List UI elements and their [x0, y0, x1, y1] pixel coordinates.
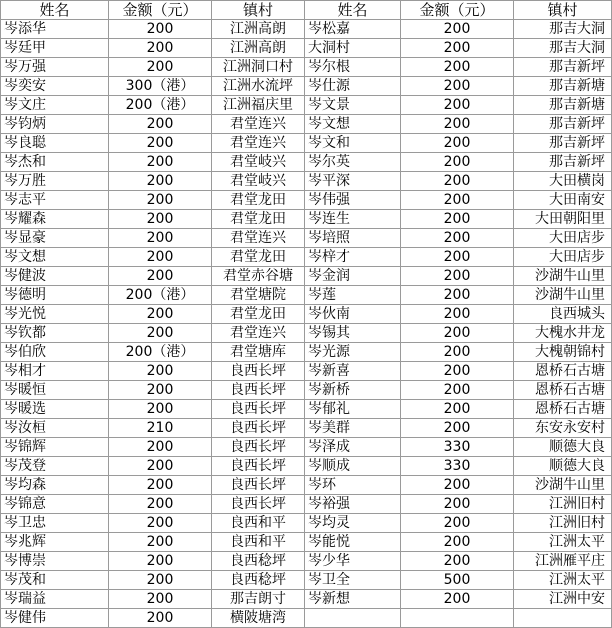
cell-name-2: 岑少华 [305, 552, 401, 571]
cell-amount-1: 200 [109, 229, 212, 248]
cell-name-1: 岑耀森 [1, 210, 109, 229]
cell-amount-1: 200 [109, 476, 212, 495]
header-village-2: 镇村 [514, 1, 612, 20]
cell-village-2: 江洲中安 [514, 590, 612, 609]
cell-amount-1: 200 [109, 58, 212, 77]
cell-amount-2: 200 [401, 20, 514, 39]
cell-name-1: 岑杰和 [1, 153, 109, 172]
cell-amount-2: 200 [401, 267, 514, 286]
cell-village-2: 大田店步 [514, 248, 612, 267]
cell-village-2: 大田朝阳里 [514, 210, 612, 229]
cell-village-2: 那吉新坪 [514, 115, 612, 134]
cell-name-1: 岑添华 [1, 20, 109, 39]
table-row [1, 96, 612, 115]
cell-village-1: 良西长坪 [212, 457, 305, 476]
cell-amount-1: 200 [109, 115, 212, 134]
cell-village-1: 江洲水流坪 [212, 77, 305, 96]
cell-name-1: 岑茂登 [1, 457, 109, 476]
cell-village-1: 良西和平 [212, 533, 305, 552]
cell-village-2: 大田店步 [514, 229, 612, 248]
cell-village-1: 横陂塘湾 [212, 609, 305, 628]
cell-name-1: 岑卫忠 [1, 514, 109, 533]
table-row [1, 77, 612, 96]
cell-name-1: 岑志平 [1, 191, 109, 210]
cell-amount-1: 200 [109, 552, 212, 571]
cell-village-1: 那吉朗寸 [212, 590, 305, 609]
cell-amount-2: 200 [401, 381, 514, 400]
table-row [1, 115, 612, 134]
cell-village-2: 那吉新坪 [514, 134, 612, 153]
cell-village-2: 顺德大良 [514, 457, 612, 476]
cell-amount-2: 200 [401, 58, 514, 77]
cell-name-1: 岑瑞益 [1, 590, 109, 609]
cell-village-1: 江洲洞口村 [212, 58, 305, 77]
cell-amount-1: 200（港） [109, 286, 212, 305]
cell-amount-1: 200 [109, 20, 212, 39]
cell-village-1: 良西和平 [212, 514, 305, 533]
table-row [1, 134, 612, 153]
cell-village-1: 君堂连兴 [212, 134, 305, 153]
cell-name-1: 岑钧炳 [1, 115, 109, 134]
table-row [1, 191, 612, 210]
table-row [1, 286, 612, 305]
cell-village-1: 君堂岐兴 [212, 153, 305, 172]
cell-village-1: 江洲福庆里 [212, 96, 305, 115]
table-row [1, 438, 612, 457]
cell-amount-2: 200 [401, 400, 514, 419]
cell-village-1: 君堂塘库 [212, 343, 305, 362]
cell-name-2: 岑金润 [305, 267, 401, 286]
cell-amount-1: 200 [109, 381, 212, 400]
cell-village-1: 江洲高朗 [212, 20, 305, 39]
cell-village-2: 江洲旧村 [514, 495, 612, 514]
table-row [1, 590, 612, 609]
cell-village-2: 江洲太平 [514, 533, 612, 552]
table-row [1, 172, 612, 191]
cell-village-1: 江洲高朗 [212, 39, 305, 58]
cell-amount-2: 200 [401, 191, 514, 210]
cell-village-2: 那吉新坪 [514, 153, 612, 172]
table-row [1, 609, 612, 628]
cell-name-2: 岑松嘉 [305, 20, 401, 39]
cell-village-1: 君堂龙田 [212, 191, 305, 210]
cell-village-2: 顺德大良 [514, 438, 612, 457]
cell-amount-1: 200（港） [109, 96, 212, 115]
cell-village-2: 江洲太平 [514, 571, 612, 590]
table-row [1, 58, 612, 77]
cell-amount-1: 210 [109, 419, 212, 438]
cell-name-1: 岑文想 [1, 248, 109, 267]
cell-village-2: 恩桥石古塘 [514, 381, 612, 400]
cell-amount-1: 200 [109, 191, 212, 210]
cell-name-1: 岑锦辉 [1, 438, 109, 457]
cell-name-1: 岑兆辉 [1, 533, 109, 552]
cell-name-2: 岑新想 [305, 590, 401, 609]
cell-village-2: 江洲雁平庄 [514, 552, 612, 571]
cell-amount-2: 200 [401, 286, 514, 305]
header-amount-1: 金额（元） [109, 1, 212, 20]
cell-name-2: 岑文景 [305, 96, 401, 115]
cell-amount-1: 200 [109, 571, 212, 590]
cell-name-2: 岑梓才 [305, 248, 401, 267]
cell-name-1: 岑钦都 [1, 324, 109, 343]
cell-village-2: 大田南安 [514, 191, 612, 210]
cell-amount-2: 200 [401, 77, 514, 96]
cell-village-1: 良西长坪 [212, 438, 305, 457]
cell-village-2: 那吉新塘 [514, 96, 612, 115]
cell-amount-1: 200 [109, 248, 212, 267]
cell-village-2: 那吉新塘 [514, 77, 612, 96]
cell-name-2: 岑连生 [305, 210, 401, 229]
cell-name-2: 岑莲 [305, 286, 401, 305]
cell-village-2: 江洲旧村 [514, 514, 612, 533]
cell-village-1: 良西长坪 [212, 419, 305, 438]
table-row [1, 514, 612, 533]
table-row [1, 495, 612, 514]
cell-village-1: 君堂塘院 [212, 286, 305, 305]
table-row [1, 210, 612, 229]
table-row [1, 419, 612, 438]
cell-amount-1: 200 [109, 438, 212, 457]
header-row [1, 1, 612, 20]
cell-name-2: 岑环 [305, 476, 401, 495]
cell-name-2: 岑尔英 [305, 153, 401, 172]
cell-village-2: 良西城头 [514, 305, 612, 324]
cell-village-1: 君堂龙田 [212, 305, 305, 324]
cell-name-2: 岑仕源 [305, 77, 401, 96]
cell-name-2: 岑培照 [305, 229, 401, 248]
cell-name-1: 岑暖恒 [1, 381, 109, 400]
cell-village-2 [514, 609, 612, 628]
cell-name-1: 岑光悦 [1, 305, 109, 324]
cell-name-1: 岑廷甲 [1, 39, 109, 58]
cell-amount-1: 200 [109, 134, 212, 153]
cell-name-1: 岑健伟 [1, 609, 109, 628]
cell-amount-2: 200 [401, 476, 514, 495]
cell-name-1: 岑万强 [1, 58, 109, 77]
cell-village-1: 君堂龙田 [212, 248, 305, 267]
cell-village-2: 那吉新坪 [514, 58, 612, 77]
table-row [1, 248, 612, 267]
cell-amount-2: 200 [401, 590, 514, 609]
cell-amount-2: 500 [401, 571, 514, 590]
cell-amount-1: 200 [109, 533, 212, 552]
cell-village-2: 恩桥石古塘 [514, 400, 612, 419]
cell-village-1: 君堂连兴 [212, 324, 305, 343]
table-row [1, 457, 612, 476]
header-name-2: 姓名 [305, 1, 401, 20]
cell-village-2: 沙湖牛山里 [514, 476, 612, 495]
cell-name-1: 岑德明 [1, 286, 109, 305]
cell-name-2: 岑文和 [305, 134, 401, 153]
cell-name-2 [305, 609, 401, 628]
cell-village-1: 君堂连兴 [212, 115, 305, 134]
cell-amount-1: 200 [109, 210, 212, 229]
table-row [1, 381, 612, 400]
cell-village-2: 沙湖牛山里 [514, 267, 612, 286]
header-name-1: 姓名 [1, 1, 109, 20]
cell-name-2: 岑新桥 [305, 381, 401, 400]
cell-name-1: 岑汝桓 [1, 419, 109, 438]
cell-village-2: 东安永安村 [514, 419, 612, 438]
cell-village-2: 那吉大洞 [514, 20, 612, 39]
cell-village-1: 良西稔坪 [212, 571, 305, 590]
cell-village-1: 良西长坪 [212, 476, 305, 495]
cell-amount-2: 200 [401, 552, 514, 571]
cell-amount-2: 200 [401, 172, 514, 191]
cell-village-1: 君堂龙田 [212, 210, 305, 229]
cell-village-2: 那吉大洞 [514, 39, 612, 58]
cell-name-2: 岑卫全 [305, 571, 401, 590]
cell-name-2: 岑伙南 [305, 305, 401, 324]
cell-name-1: 岑奕安 [1, 77, 109, 96]
cell-amount-2: 200 [401, 39, 514, 58]
cell-village-1: 良西长坪 [212, 381, 305, 400]
cell-amount-2: 200 [401, 495, 514, 514]
cell-name-1: 岑博崇 [1, 552, 109, 571]
table-row [1, 229, 612, 248]
cell-amount-1: 200 [109, 172, 212, 191]
cell-name-1: 岑健波 [1, 267, 109, 286]
cell-amount-2: 200 [401, 210, 514, 229]
table-row [1, 267, 612, 286]
cell-amount-1: 200 [109, 495, 212, 514]
cell-amount-1: 200 [109, 514, 212, 533]
table-row [1, 362, 612, 381]
table-row [1, 552, 612, 571]
cell-name-1: 岑锦意 [1, 495, 109, 514]
cell-village-2: 大槐朝锦村 [514, 343, 612, 362]
cell-name-2: 岑尔根 [305, 58, 401, 77]
cell-name-2: 岑新喜 [305, 362, 401, 381]
cell-name-2: 岑美群 [305, 419, 401, 438]
cell-amount-2: 200 [401, 229, 514, 248]
cell-amount-1: 200 [109, 457, 212, 476]
cell-village-1: 良西长坪 [212, 495, 305, 514]
cell-amount-1: 200 [109, 153, 212, 172]
cell-name-1: 岑均森 [1, 476, 109, 495]
cell-amount-1: 200 [109, 324, 212, 343]
cell-village-1: 君堂赤谷塘 [212, 267, 305, 286]
cell-village-2: 大田横岗 [514, 172, 612, 191]
cell-amount-2: 330 [401, 457, 514, 476]
table-row [1, 476, 612, 495]
cell-name-1: 岑显豪 [1, 229, 109, 248]
table-row [1, 153, 612, 172]
cell-amount-2: 200 [401, 533, 514, 552]
cell-name-2: 岑顺成 [305, 457, 401, 476]
cell-amount-2: 200 [401, 305, 514, 324]
cell-village-1: 君堂连兴 [212, 229, 305, 248]
header-amount-2: 金额（元） [401, 1, 514, 20]
cell-name-2: 岑能悦 [305, 533, 401, 552]
cell-amount-1: 200（港） [109, 343, 212, 362]
table-row [1, 39, 612, 58]
cell-village-1: 良西稔坪 [212, 552, 305, 571]
table-row [1, 533, 612, 552]
cell-amount-1: 300（港） [109, 77, 212, 96]
cell-name-2: 岑平深 [305, 172, 401, 191]
cell-name-2: 岑文想 [305, 115, 401, 134]
table-row [1, 305, 612, 324]
cell-name-2: 岑锡其 [305, 324, 401, 343]
cell-amount-2: 330 [401, 438, 514, 457]
table-row [1, 324, 612, 343]
cell-amount-1: 200 [109, 590, 212, 609]
cell-name-1: 岑文庄 [1, 96, 109, 115]
cell-village-2: 大槐水井龙 [514, 324, 612, 343]
table-row [1, 20, 612, 39]
cell-amount-2: 200 [401, 134, 514, 153]
table-row [1, 571, 612, 590]
cell-amount-1: 200 [109, 362, 212, 381]
cell-name-2: 岑伟强 [305, 191, 401, 210]
cell-amount-2: 200 [401, 362, 514, 381]
cell-name-1: 岑良聪 [1, 134, 109, 153]
table-row [1, 343, 612, 362]
cell-name-2: 大洞村 [305, 39, 401, 58]
cell-name-2: 岑郁礼 [305, 400, 401, 419]
cell-amount-2 [401, 609, 514, 628]
cell-village-2: 沙湖牛山里 [514, 286, 612, 305]
table-row [1, 400, 612, 419]
cell-amount-1: 200 [109, 609, 212, 628]
cell-amount-2: 200 [401, 96, 514, 115]
cell-name-2: 岑均灵 [305, 514, 401, 533]
cell-amount-2: 200 [401, 115, 514, 134]
cell-name-1: 岑伯欣 [1, 343, 109, 362]
header-village-1: 镇村 [212, 1, 305, 20]
cell-name-2: 岑泽成 [305, 438, 401, 457]
cell-name-2: 岑裕强 [305, 495, 401, 514]
cell-name-1: 岑万胜 [1, 172, 109, 191]
cell-amount-1: 200 [109, 400, 212, 419]
cell-name-1: 岑茂和 [1, 571, 109, 590]
table-body [1, 20, 612, 628]
cell-name-1: 岑相才 [1, 362, 109, 381]
cell-amount-1: 200 [109, 267, 212, 286]
cell-amount-2: 200 [401, 419, 514, 438]
cell-amount-2: 200 [401, 343, 514, 362]
cell-village-1: 良西长坪 [212, 362, 305, 381]
cell-name-2: 岑光源 [305, 343, 401, 362]
cell-amount-2: 200 [401, 324, 514, 343]
cell-village-2: 恩桥石古塘 [514, 362, 612, 381]
cell-amount-2: 200 [401, 153, 514, 172]
cell-name-1: 岑暖选 [1, 400, 109, 419]
cell-amount-2: 200 [401, 248, 514, 267]
cell-village-1: 良西长坪 [212, 400, 305, 419]
cell-village-1: 君堂岐兴 [212, 172, 305, 191]
cell-amount-1: 200 [109, 305, 212, 324]
cell-amount-2: 200 [401, 514, 514, 533]
cell-amount-1: 200 [109, 39, 212, 58]
